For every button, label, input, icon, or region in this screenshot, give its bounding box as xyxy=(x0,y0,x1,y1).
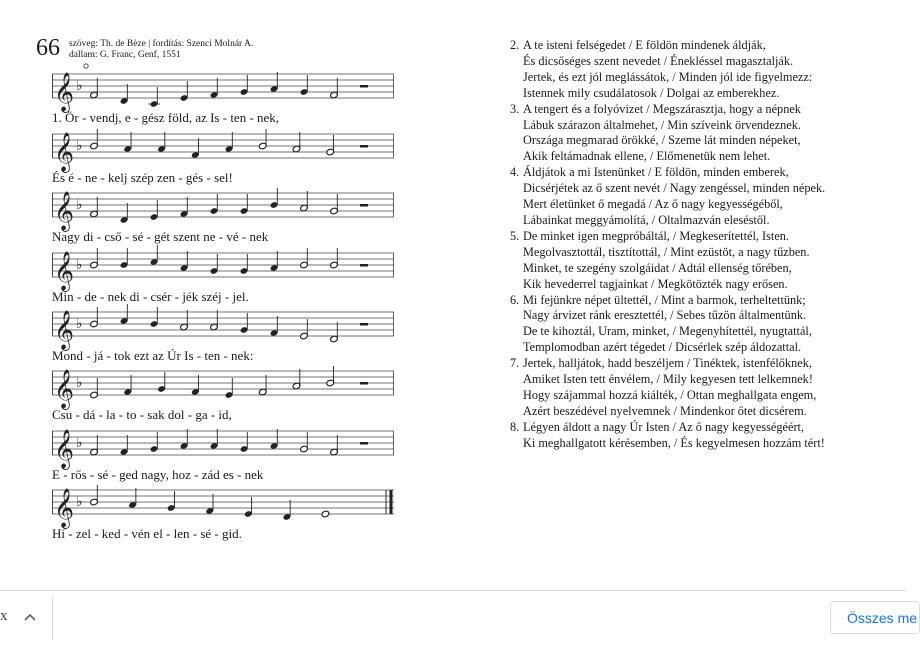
verses-column xyxy=(510,38,890,452)
lyric-line-5: Mond - já - tok ezt az Úr Is - ten - nek: xyxy=(52,348,254,363)
verse-line: Akik feltámadnak ellene, / Előmenetük nem lehet. xyxy=(523,149,771,164)
treble-clef-icon: 𝄞 xyxy=(54,132,75,172)
hymn-number: 66 xyxy=(36,35,60,61)
verse-line: Mert életünket ő megadá / Az ő nagy kegyességéből, xyxy=(523,197,783,212)
rest-mark xyxy=(360,85,368,88)
treble-clef-icon: 𝄞 xyxy=(54,191,75,231)
verse-line: Légyen áldott a nagy Úr Isten / Az ő nagy kegyességéért, xyxy=(523,419,805,434)
verse xyxy=(510,293,890,357)
verse xyxy=(510,165,890,229)
verse-line: Mi fejünkre népet ültettél, / Mint a barmok, terheltettünk; xyxy=(523,292,806,307)
credits-melody: dallam: G. Franc, Genf, 1551 xyxy=(69,50,181,60)
verse-line: Hogy szájammal hozzá kiálték, / Ottan meghallgata engem, xyxy=(523,387,817,402)
verse-line: Jertek, halljátok, hadd beszéljem / Tinéktek, istenfélőknek, xyxy=(523,356,812,371)
rest-mark xyxy=(360,382,368,385)
verse-line: Kik hevederrel tagjainkat / Megkötözték nagy erősen. xyxy=(523,276,788,291)
treble-clef-icon: 𝄞 xyxy=(54,310,75,350)
close-icon[interactable]: x xyxy=(0,608,8,624)
treble-clef-icon: 𝄞 xyxy=(54,251,75,291)
verse-line: Ki meghallgatott kérésemben, / És kegyelmesen hozzám tért! xyxy=(523,435,825,450)
download-bar-divider xyxy=(52,596,53,640)
verse xyxy=(510,356,890,420)
lyric-line-4: Min - de - nek di - csér - jék széj - jel. xyxy=(52,289,249,304)
verse-line: Minket, te szegény szolgáidat / Adtál ellenség tőrében, xyxy=(523,260,792,275)
download-bar xyxy=(0,590,906,645)
verse xyxy=(510,420,890,452)
rest-mark xyxy=(360,442,368,445)
lyric-line-7: E - rős - sé - ged nagy, hoz - zád es - nek xyxy=(52,467,264,482)
verse-line: Azért beszédével nyelvemnek / Mindenkor őtet dicsérem. xyxy=(523,403,807,418)
verse-line: Megolvasztottál, tisztítottál, / Mint ezüstöt, a nagy tűzben. xyxy=(523,244,810,259)
flat-icon: ♭ xyxy=(76,78,83,94)
verse-line: És dicsőséges szent nevedet / Énekléssel magasztalják. xyxy=(523,53,794,68)
music-staff xyxy=(52,68,394,112)
rest-mark xyxy=(360,323,368,326)
flat-icon: ♭ xyxy=(76,316,83,332)
note-head xyxy=(321,510,330,518)
music-staff xyxy=(52,484,394,528)
verse-line: Országa megmarad örökké, / Szeme lát minden népeket, xyxy=(523,133,801,148)
music-staff xyxy=(52,128,394,172)
treble-clef-icon: 𝄞 xyxy=(54,369,75,409)
hymn-credits xyxy=(69,39,253,61)
ornament-icon xyxy=(82,62,90,70)
verse xyxy=(510,102,890,166)
music-staff xyxy=(52,187,394,231)
verse-line: Amiket Isten tett énvélem, / Mily kegyesen tett lelkemnek! xyxy=(523,372,813,387)
lyric-line-8: Hí - zel - ked - vén el - len - sé - gid. xyxy=(52,526,242,541)
verse-line: A te isteni felségedet / E földön mindenek áldják, xyxy=(523,38,766,52)
verse-number: 3. xyxy=(510,101,520,116)
lyric-line-1: 1. Ör - vendj, e - gész föld, az Is - ten - nek, xyxy=(52,110,280,125)
flat-icon: ♭ xyxy=(76,257,83,273)
lyric-line-6: Csu - dá - la - to - sak dol - ga - id, xyxy=(52,407,232,422)
verse-line: Templomodban azért tégedet / Dicsérlek szép áldozattal. xyxy=(523,340,802,355)
flat-icon: ♭ xyxy=(76,375,83,391)
treble-clef-icon: 𝄞 xyxy=(54,488,75,528)
rest-mark xyxy=(360,204,368,207)
treble-clef-icon: 𝄞 xyxy=(54,429,75,469)
show-all-button[interactable]: Összes me xyxy=(830,601,920,634)
verse-line: Istennek mily csudálatosok / Dolgai az emberekhez. xyxy=(523,85,780,100)
verse-line: Jertek, és ezt jól meglássátok, / Minden jól ide figyelmezz: xyxy=(523,69,813,84)
lyric-line-2: És é - ne - kelj szép zen - gés - sel! xyxy=(52,170,233,185)
verse-number: 5. xyxy=(510,228,520,243)
verse-line: Lábainkat meggyámolítá, / Oltalmazván eleséstől. xyxy=(523,212,770,227)
verse-line: Áldjátok a mi Istenünket / E földön, minden emberek, xyxy=(523,165,789,180)
verse-number: 4. xyxy=(510,165,520,180)
verse-number: 6. xyxy=(510,292,520,307)
verse-number: 2. xyxy=(510,38,520,52)
verse-line: Nagy árvizet ránk eresztettél, / Sebes tűzön általmentünk. xyxy=(523,308,807,323)
flat-icon: ♭ xyxy=(76,138,83,154)
flat-icon: ♭ xyxy=(76,494,83,510)
treble-clef-icon: 𝄞 xyxy=(54,72,75,112)
rest-mark xyxy=(360,264,368,267)
verse-number: 7. xyxy=(510,356,520,371)
verse-line: De minket igen megpróbáltál, / Megkeserítettél, Isten. xyxy=(523,228,790,243)
verse-line: Dicsérjétek az ő szent nevét / Nagy zengéssel, minden népek. xyxy=(523,181,826,196)
rest-mark xyxy=(360,145,368,148)
lyric-line-3: Nagy di - cső - sé - gét szent ne - vé - nek xyxy=(52,229,269,244)
music-staff xyxy=(52,247,394,291)
music-staff xyxy=(52,306,394,350)
verse-number: 8. xyxy=(510,419,520,434)
flat-icon: ♭ xyxy=(76,197,83,213)
flat-icon: ♭ xyxy=(76,435,83,451)
credits-text: szöveg: Th. de Bèze | fordítás: Szenci Molnár A. xyxy=(69,39,254,49)
verse xyxy=(510,229,890,293)
music-staff xyxy=(52,425,394,469)
verse-line: A tengert és a folyóvizet / Megszárasztja, hogy a népnek xyxy=(523,101,801,116)
verse-line: Lábuk szárazon általmehet, / Min szíveink örvendeznek. xyxy=(523,117,801,132)
chevron-up-icon[interactable] xyxy=(22,609,38,625)
verse-line: De te kihoztál, Uram, minket, / Megenyhítettél, nyugtattál, xyxy=(523,324,812,339)
verse xyxy=(510,38,890,102)
music-staff xyxy=(52,365,394,409)
